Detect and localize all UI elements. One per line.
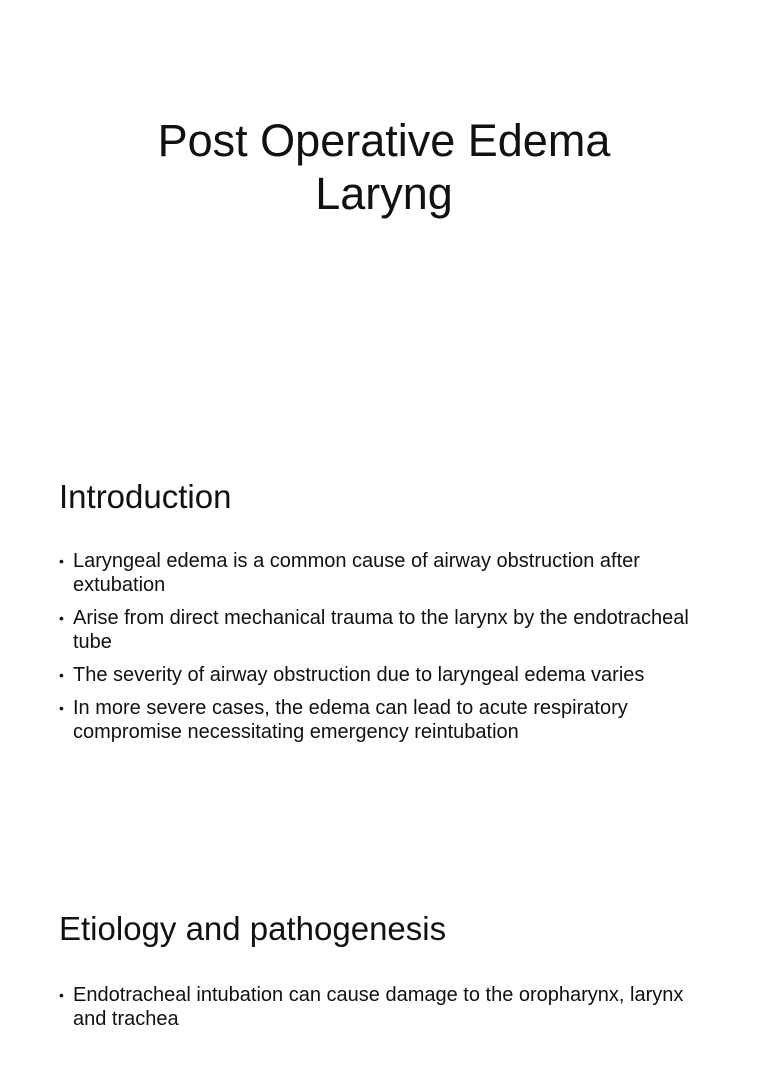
introduction-bullet-list xyxy=(59,549,709,753)
etiology-bullet-list xyxy=(59,983,709,1040)
introduction-slide xyxy=(0,434,768,868)
bullet-text: Arise from direct mechanical trauma to the larynx by the endotracheal tube xyxy=(73,607,689,653)
slide-title-line-2: Laryng xyxy=(315,168,453,219)
introduction-heading: Introduction xyxy=(59,478,232,515)
bullet-item xyxy=(59,606,709,654)
bullet-icon: • xyxy=(59,553,64,569)
bullet-text: Endotracheal intubation can cause damage to the oropharynx, larynx and trachea xyxy=(73,984,684,1030)
bullet-text: Laryngeal edema is a common cause of airway obstruction after extubation xyxy=(73,550,640,596)
etiology-slide xyxy=(0,868,768,1068)
bullet-text: The severity of airway obstruction due to laryngeal edema varies xyxy=(73,664,645,686)
slide-title-line-1: Post Operative Edema xyxy=(157,115,611,166)
title-slide xyxy=(0,0,768,434)
bullet-icon: • xyxy=(59,700,64,716)
bullet-icon: • xyxy=(59,610,64,626)
slide-title xyxy=(0,114,768,220)
etiology-heading: Etiology and pathogenesis xyxy=(59,910,447,947)
bullet-item xyxy=(59,696,709,744)
bullet-item xyxy=(59,549,709,597)
bullet-text: In more severe cases, the edema can lead to acute respiratory compromise necessitating emergency reintubation xyxy=(73,697,628,743)
bullet-icon: • xyxy=(59,987,64,1003)
bullet-icon: • xyxy=(59,667,64,683)
bullet-item xyxy=(59,663,709,687)
